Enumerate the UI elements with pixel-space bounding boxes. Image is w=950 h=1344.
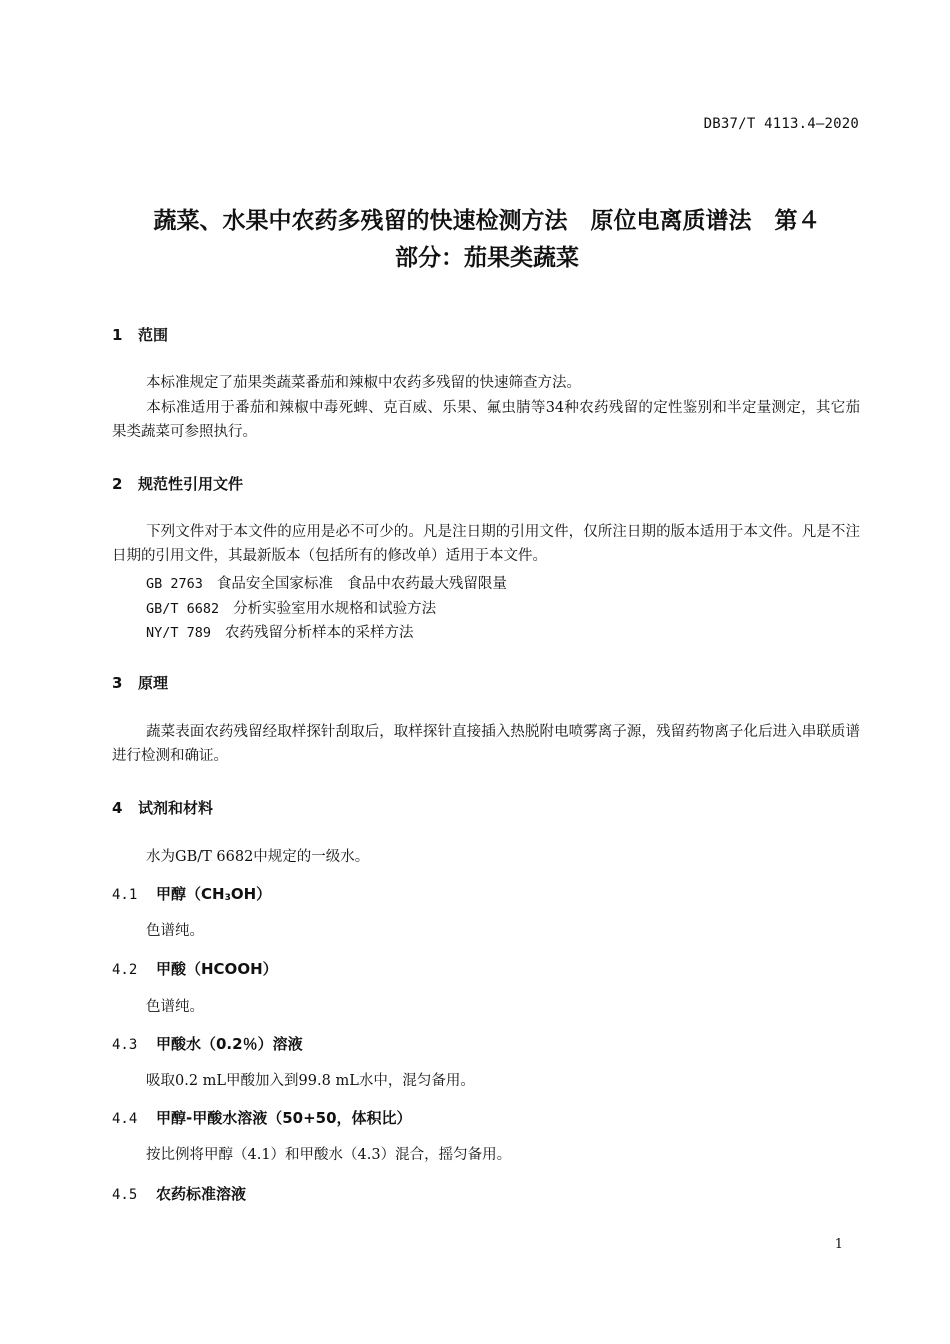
subsection-heading-methanol-formic-mix: 4.4 甲醇-甲酸水溶液（50+50，体积比） [112, 1109, 412, 1127]
paragraph: 本标准适用于番茄和辣椒中毒死蜱、克百威、乐果、氟虫腈等34种农药残留的定性鉴别和半定量测定，其它茄果类蔬菜可参照执行。 [112, 400, 860, 440]
reference-item [146, 572, 507, 593]
section-title: 试剂和材料 [138, 799, 214, 817]
section-number: 3 [112, 674, 123, 692]
paragraph: 色谱纯。 [146, 923, 204, 939]
subsection-heading-methanol: 4.1 甲醇$(CH_3OH)$ [112, 885, 272, 903]
section-title: 原理 [138, 674, 169, 692]
reference-item [146, 597, 436, 618]
standard-code: DB37/T 4113.4—2020 [703, 116, 859, 132]
paragraph: 本标准规定了茄果类蔬菜番茄和辣椒中农药多残留的快速筛查方法。 [146, 375, 581, 391]
paragraph: 吸取0.2 mL甲酸加入到99.8 mL水中，混匀备用。 [146, 1073, 475, 1089]
section-heading-normative-references [112, 473, 243, 494]
subsection-heading-formic-acid: 4.2 甲酸（HCOOH） [112, 960, 278, 978]
subsection-heading-formic-acid-water: 4.3 甲酸水（0.2％）溶液 [112, 1035, 303, 1053]
title-line-1: 蔬菜、水果中农药多残留的快速检测方法 原位电离质谱法 第４ [153, 208, 821, 234]
reference-code: GB/T 6682 [146, 601, 220, 617]
paragraph: 色谱纯。 [146, 999, 204, 1015]
title-line-2: 部分：茄果类蔬菜 [395, 245, 579, 271]
paragraph: 水为GB/T 6682中规定的一级水。 [146, 849, 370, 865]
reference-item [146, 621, 414, 642]
document-title [112, 203, 862, 277]
section-title: 范围 [138, 326, 169, 344]
section-heading-reagents [112, 797, 213, 818]
subsection-heading-pesticide-standard: 4.5 农药标准溶液 [112, 1185, 247, 1203]
paragraph: 蔬菜表面农药残留经取样探针刮取后，取样探针直接插入热脱附电喷雾离子源，残留药物离子化后进入串联质谱进行检测和确证。 [112, 724, 860, 764]
paragraph: 按比例将甲醇（4.1）和甲酸水（4.3）混合，摇匀备用。 [146, 1147, 512, 1163]
reference-title: 农药残留分析样本的采样方法 [225, 625, 414, 641]
reference-code: NY/T 789 [146, 625, 212, 641]
section-number: 2 [112, 475, 123, 493]
reference-code: GB 2763 [146, 576, 203, 592]
section-title: 规范性引用文件 [138, 475, 244, 493]
section-number: 4 [112, 799, 123, 817]
paragraph: 下列文件对于本文件的应用是必不可少的。凡是注日期的引用文件，仅所注日期的版本适用于本文件。凡是不注日期的引用文件，其最新版本（包括所有的修改单）适用于本文件。 [112, 524, 860, 564]
reference-title: 食品安全国家标准 食品中农药最大残留限量 [216, 576, 507, 592]
section-number: 1 [112, 326, 123, 344]
section-heading-scope [112, 324, 168, 345]
section-heading-principle [112, 672, 168, 693]
page-number: 1 [834, 1237, 843, 1252]
reference-title: 分析实验室用水规格和试验方法 [233, 601, 437, 617]
